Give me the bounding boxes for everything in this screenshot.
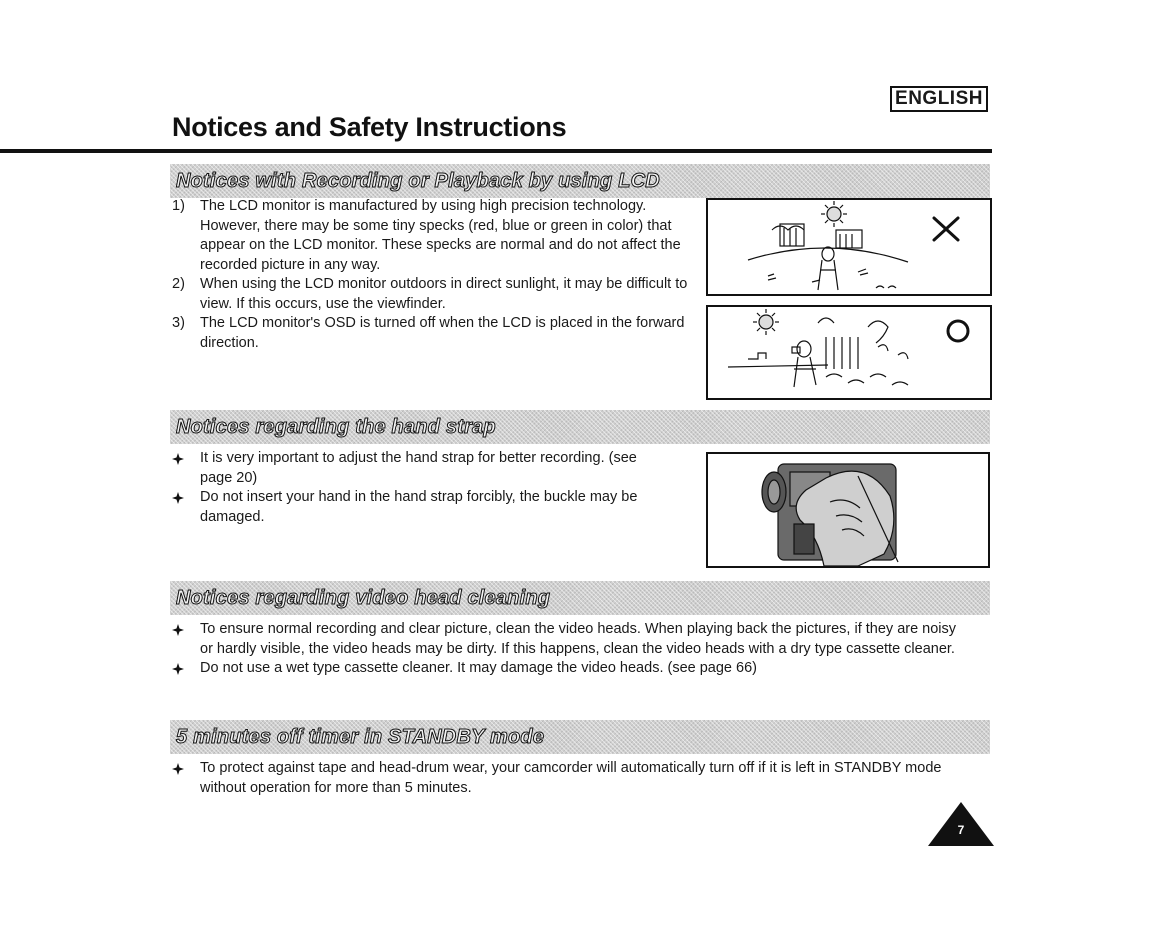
list-text: It is very important to adjust the hand strap for better recording. (see page 20) [200,450,637,486]
section-heading-standby-text: 5 minutes off timer in STANDBY mode [176,726,545,748]
list-text: Do not insert your hand in the hand strap forcibly, the buckle may be damaged. [200,489,638,525]
bullet-icon [172,488,200,527]
section-heading-lcd [170,164,990,198]
list-number: 3) [172,315,185,331]
viewfinder-scene-drawing [708,307,990,398]
list-item [172,659,972,679]
list-item [172,488,672,527]
illustration-sunlight-wrong [706,198,992,296]
page-number: 7 [957,823,965,837]
hand-strap-list [172,449,672,527]
section-heading-hand-strap-text: Notices regarding the hand strap [176,416,496,438]
camcorder-hand-drawing [708,454,988,566]
list-item [172,759,972,798]
title-rule [0,149,992,153]
section-heading-lcd-text: Notices with Recording or Playback by using LCD [176,170,660,192]
list-item [172,197,692,275]
list-item [172,620,972,659]
list-text: To ensure normal recording and clear picture, clean the video heads. When playing back the pictures, if they are noisy or hardly visible, the video heads may be dirty. If this happens, clean the video heads with a dry type cassette cleaner. [200,621,957,657]
bullet-icon [172,449,200,488]
list-text: When using the LCD monitor outdoors in direct sunlight, it may be difficult to view. If this occurs, use the viewfinder. [200,276,688,312]
language-badge: ENGLISH [890,86,988,112]
illustration-hand-strap [706,452,990,568]
section-heading-head-cleaning [170,581,990,615]
list-text: Do not use a wet type cassette cleaner. It may damage the video heads. (see page 66) [200,660,757,676]
list-text: The LCD monitor's OSD is turned off when the LCD is placed in the forward direction. [200,315,685,351]
list-item [172,314,692,353]
illustration-sunlight-right [706,305,992,400]
list-item [172,449,672,488]
section-heading-head-cleaning-text: Notices regarding video head cleaning [176,587,551,609]
section-heading-hand-strap [170,410,990,444]
bullet-icon [172,759,200,798]
section-heading-standby [170,720,990,754]
head-cleaning-list [172,620,972,679]
list-text: To protect against tape and head-drum wear, your camcorder will automatically turn off if it is left in STANDBY mode without operation for more than 5 minutes. [200,760,942,796]
bullet-icon [172,659,200,679]
lcd-notice-list [172,197,692,353]
standby-list [172,759,972,798]
list-text: The LCD monitor is manufactured by using high precision technology. However, there may be some tiny specks (red, blue or green in color) that appear on the LCD monitor. These specks are normal and do not affect the recorded picture in any way. [200,198,681,273]
list-number: 2) [172,276,185,292]
list-item [172,275,692,314]
list-number: 1) [172,198,185,214]
page-title: Notices and Safety Instructions [172,112,567,142]
sunlight-scene-drawing [708,200,990,294]
bullet-icon [172,620,200,659]
